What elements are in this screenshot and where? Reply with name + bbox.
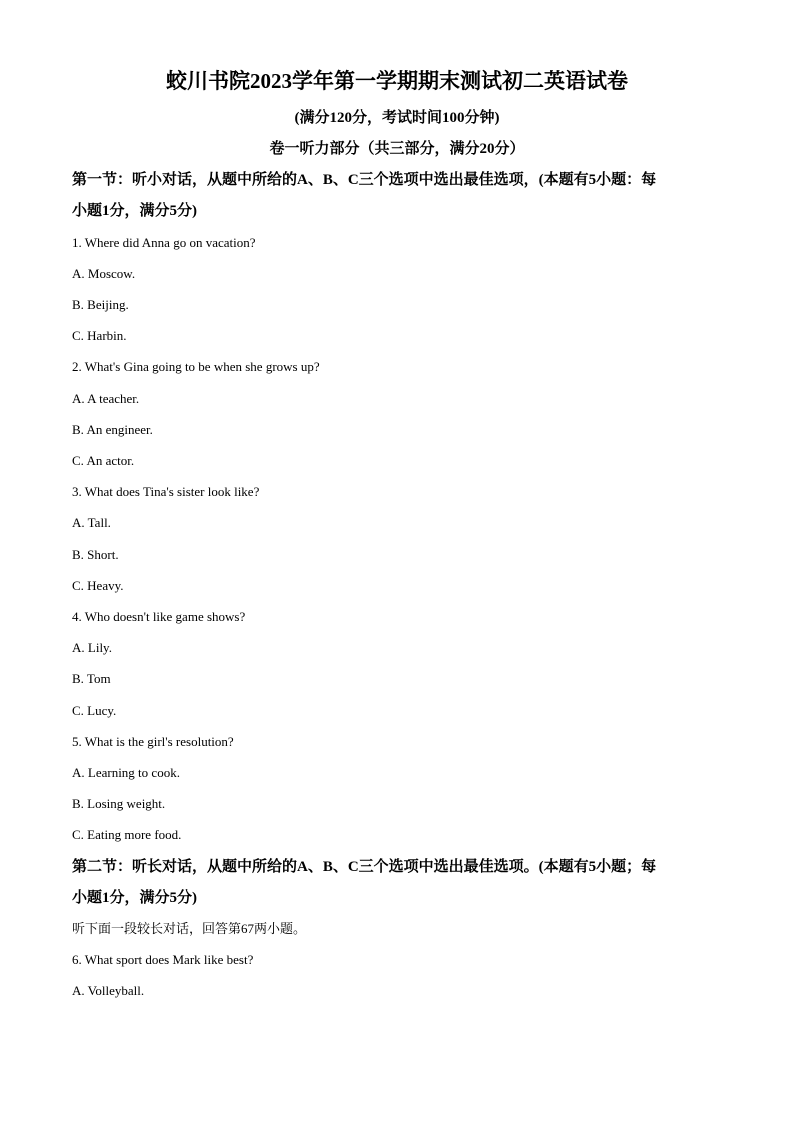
option-b: B. An engineer.: [72, 422, 153, 437]
option-a: A. Moscow.: [72, 266, 136, 281]
option-b: B. Beijing.: [72, 297, 129, 312]
option-c: C. An actor.: [72, 453, 135, 468]
option-a: A. Lily.: [72, 640, 112, 655]
option-a: A. Tall.: [72, 515, 111, 530]
option-b: B. Tom: [72, 671, 111, 686]
exam-title: 蛟川书院2023学年第一学期期末测试初二英语试卷: [166, 69, 628, 93]
score-info: (满分120分，考试时间100分钟): [294, 110, 500, 126]
option-c: C. Lucy.: [72, 703, 117, 718]
option-b: B. Losing weight.: [72, 796, 166, 811]
question-text: 6. What sport does Mark like best?: [72, 952, 254, 967]
section2-heading-cont: 小题1分，满分5分): [72, 890, 197, 906]
question-text: 2. What's Gina going to be when she grows up?: [72, 359, 320, 374]
part-title: 卷一听力部分（共三部分，满分20分）: [269, 141, 525, 157]
question-text: 5. What is the girl's resolution?: [72, 734, 234, 749]
section1-heading-cont: 小题1分，满分5分): [72, 203, 197, 219]
option-b: B. Short.: [72, 547, 119, 562]
section1-heading: 第一节：听小对话，从题中所给的A、B、C三个选项中选出最佳选项，(本题有5小题：每: [72, 172, 657, 188]
section2-heading: 第二节：听长对话，从题中所给的A、B、C三个选项中选出最佳选项。(本题有5小题；每: [72, 859, 657, 875]
question-text: 1. Where did Anna go on vacation?: [72, 235, 256, 250]
option-c: C. Heavy.: [72, 578, 124, 593]
question-text: 3. What does Tina's sister look like?: [72, 484, 260, 499]
option-a: A. Volleyball.: [72, 983, 145, 998]
section2-instruction: 听下面一段较长对话，回答第67两小题。: [72, 921, 307, 936]
option-a: A. A teacher.: [72, 391, 140, 406]
option-c: C. Harbin.: [72, 328, 127, 343]
option-a: A. Learning to cook.: [72, 765, 180, 780]
question-text: 4. Who doesn't like game shows?: [72, 609, 246, 624]
option-c: C. Eating more food.: [72, 827, 182, 842]
